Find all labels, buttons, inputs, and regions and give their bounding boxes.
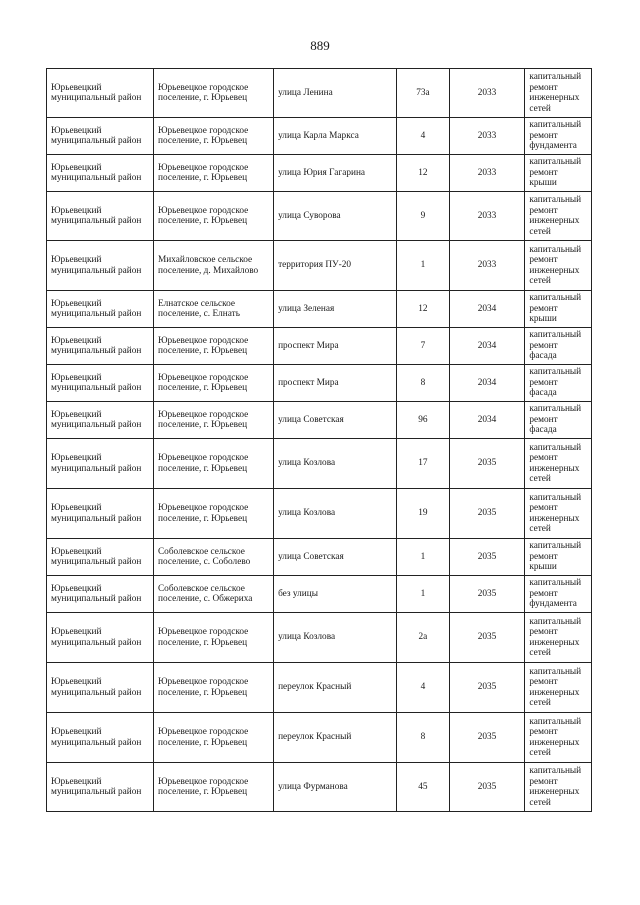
table-body — [47, 69, 592, 812]
table-row — [47, 539, 592, 576]
cell-year: 2035 — [449, 439, 525, 489]
cell-street: улица Зеленая — [274, 291, 397, 328]
cell-year: 2033 — [449, 192, 525, 241]
table-row — [47, 241, 592, 291]
cell-district: Юрьевецкий муниципальный район — [47, 328, 154, 365]
cell-work-type: капитальный ремонт инженерных сетей — [525, 69, 592, 118]
cell-year: 2033 — [449, 118, 525, 155]
cell-year: 2035 — [449, 489, 525, 539]
cell-district: Юрьевецкий муниципальный район — [47, 439, 154, 489]
cell-district: Юрьевецкий муниципальный район — [47, 539, 154, 576]
cell-district: Юрьевецкий муниципальный район — [47, 241, 154, 291]
cell-district: Юрьевецкий муниципальный район — [47, 613, 154, 663]
housing-repair-table — [46, 68, 592, 812]
cell-street: улица Суворова — [274, 192, 397, 241]
cell-street: улица Козлова — [274, 439, 397, 489]
cell-settlement: Юрьевецкое городское поселение, г. Юрьевец — [153, 439, 273, 489]
cell-house-number: 1 — [397, 539, 449, 576]
cell-year: 2034 — [449, 291, 525, 328]
cell-district: Юрьевецкий муниципальный район — [47, 365, 154, 402]
cell-year: 2034 — [449, 328, 525, 365]
cell-district: Юрьевецкий муниципальный район — [47, 118, 154, 155]
cell-district: Юрьевецкий муниципальный район — [47, 192, 154, 241]
table-row — [47, 613, 592, 663]
table-row — [47, 439, 592, 489]
table-row — [47, 402, 592, 439]
cell-settlement: Юрьевецкое городское поселение, г. Юрьевец — [153, 192, 273, 241]
cell-settlement: Юрьевецкое городское поселение, г. Юрьевец — [153, 489, 273, 539]
cell-work-type: капитальный ремонт крыши — [525, 539, 592, 576]
cell-house-number: 12 — [397, 291, 449, 328]
cell-work-type: капитальный ремонт фундамента — [525, 576, 592, 613]
cell-house-number: 73а — [397, 69, 449, 118]
cell-street: улица Советская — [274, 539, 397, 576]
cell-house-number: 7 — [397, 328, 449, 365]
cell-work-type: капитальный ремонт инженерных сетей — [525, 613, 592, 663]
cell-house-number: 2а — [397, 613, 449, 663]
table-row — [47, 328, 592, 365]
table-row — [47, 69, 592, 118]
table-row — [47, 192, 592, 241]
cell-street: без улицы — [274, 576, 397, 613]
cell-district: Юрьевецкий муниципальный район — [47, 763, 154, 812]
cell-house-number: 4 — [397, 663, 449, 713]
table-row — [47, 118, 592, 155]
table-row — [47, 713, 592, 763]
cell-district: Юрьевецкий муниципальный район — [47, 576, 154, 613]
table-row — [47, 763, 592, 812]
page-number: 889 — [310, 38, 330, 53]
cell-settlement: Юрьевецкое городское поселение, г. Юрьевец — [153, 763, 273, 812]
table-row — [47, 489, 592, 539]
cell-house-number: 96 — [397, 402, 449, 439]
cell-street: улица Козлова — [274, 489, 397, 539]
cell-year: 2035 — [449, 576, 525, 613]
cell-work-type: капитальный ремонт фундамента — [525, 118, 592, 155]
cell-settlement: Юрьевецкое городское поселение, г. Юрьевец — [153, 365, 273, 402]
cell-house-number: 45 — [397, 763, 449, 812]
cell-settlement: Юрьевецкое городское поселение, г. Юрьевец — [153, 69, 273, 118]
cell-settlement: Юрьевецкое городское поселение, г. Юрьевец — [153, 663, 273, 713]
cell-street: проспект Мира — [274, 365, 397, 402]
cell-district: Юрьевецкий муниципальный район — [47, 663, 154, 713]
cell-street: улица Карла Маркса — [274, 118, 397, 155]
cell-year: 2035 — [449, 613, 525, 663]
cell-district: Юрьевецкий муниципальный район — [47, 489, 154, 539]
cell-work-type: капитальный ремонт фасада — [525, 365, 592, 402]
table-row — [47, 365, 592, 402]
cell-district: Юрьевецкий муниципальный район — [47, 402, 154, 439]
cell-settlement: Соболевское сельское поселение, с. Соболево — [153, 539, 273, 576]
table-row — [47, 663, 592, 713]
cell-settlement: Юрьевецкое городское поселение, г. Юрьевец — [153, 328, 273, 365]
cell-house-number: 12 — [397, 155, 449, 192]
cell-street: проспект Мира — [274, 328, 397, 365]
cell-settlement: Юрьевецкое городское поселение, г. Юрьевец — [153, 613, 273, 663]
cell-work-type: капитальный ремонт инженерных сетей — [525, 489, 592, 539]
cell-work-type: капитальный ремонт инженерных сетей — [525, 663, 592, 713]
cell-year: 2035 — [449, 663, 525, 713]
cell-street: улица Советская — [274, 402, 397, 439]
cell-year: 2035 — [449, 763, 525, 812]
cell-settlement: Соболевское сельское поселение, с. Обжериха — [153, 576, 273, 613]
cell-district: Юрьевецкий муниципальный район — [47, 69, 154, 118]
table-row — [47, 155, 592, 192]
cell-house-number: 1 — [397, 241, 449, 291]
cell-street: улица Фурманова — [274, 763, 397, 812]
cell-street: переулок Красный — [274, 663, 397, 713]
cell-work-type: капитальный ремонт крыши — [525, 291, 592, 328]
table-row — [47, 291, 592, 328]
cell-street: улица Ленина — [274, 69, 397, 118]
cell-year: 2034 — [449, 402, 525, 439]
cell-year: 2033 — [449, 155, 525, 192]
cell-work-type: капитальный ремонт инженерных сетей — [525, 713, 592, 763]
cell-house-number: 19 — [397, 489, 449, 539]
cell-street: переулок Красный — [274, 713, 397, 763]
cell-settlement: Юрьевецкое городское поселение, г. Юрьевец — [153, 118, 273, 155]
cell-district: Юрьевецкий муниципальный район — [47, 291, 154, 328]
cell-house-number: 1 — [397, 576, 449, 613]
cell-work-type: капитальный ремонт крыши — [525, 155, 592, 192]
cell-settlement: Михайловское сельское поселение, д. Михайлово — [153, 241, 273, 291]
cell-house-number: 4 — [397, 118, 449, 155]
cell-street: территория ПУ-20 — [274, 241, 397, 291]
cell-district: Юрьевецкий муниципальный район — [47, 713, 154, 763]
cell-work-type: капитальный ремонт инженерных сетей — [525, 439, 592, 489]
cell-house-number: 8 — [397, 365, 449, 402]
cell-year: 2033 — [449, 69, 525, 118]
cell-year: 2033 — [449, 241, 525, 291]
cell-settlement: Елнатское сельское поселение, с. Елнать — [153, 291, 273, 328]
cell-settlement: Юрьевецкое городское поселение, г. Юрьевец — [153, 713, 273, 763]
cell-work-type: капитальный ремонт инженерных сетей — [525, 192, 592, 241]
cell-work-type: капитальный ремонт инженерных сетей — [525, 241, 592, 291]
cell-house-number: 8 — [397, 713, 449, 763]
cell-house-number: 9 — [397, 192, 449, 241]
cell-year: 2035 — [449, 539, 525, 576]
cell-street: улица Козлова — [274, 613, 397, 663]
cell-year: 2035 — [449, 713, 525, 763]
cell-year: 2034 — [449, 365, 525, 402]
cell-settlement: Юрьевецкое городское поселение, г. Юрьевец — [153, 402, 273, 439]
cell-street: улица Юрия Гагарина — [274, 155, 397, 192]
table-row — [47, 576, 592, 613]
cell-work-type: капитальный ремонт инженерных сетей — [525, 763, 592, 812]
cell-settlement: Юрьевецкое городское поселение, г. Юрьевец — [153, 155, 273, 192]
cell-work-type: капитальный ремонт фасада — [525, 328, 592, 365]
cell-work-type: капитальный ремонт фасада — [525, 402, 592, 439]
cell-house-number: 17 — [397, 439, 449, 489]
cell-district: Юрьевецкий муниципальный район — [47, 155, 154, 192]
